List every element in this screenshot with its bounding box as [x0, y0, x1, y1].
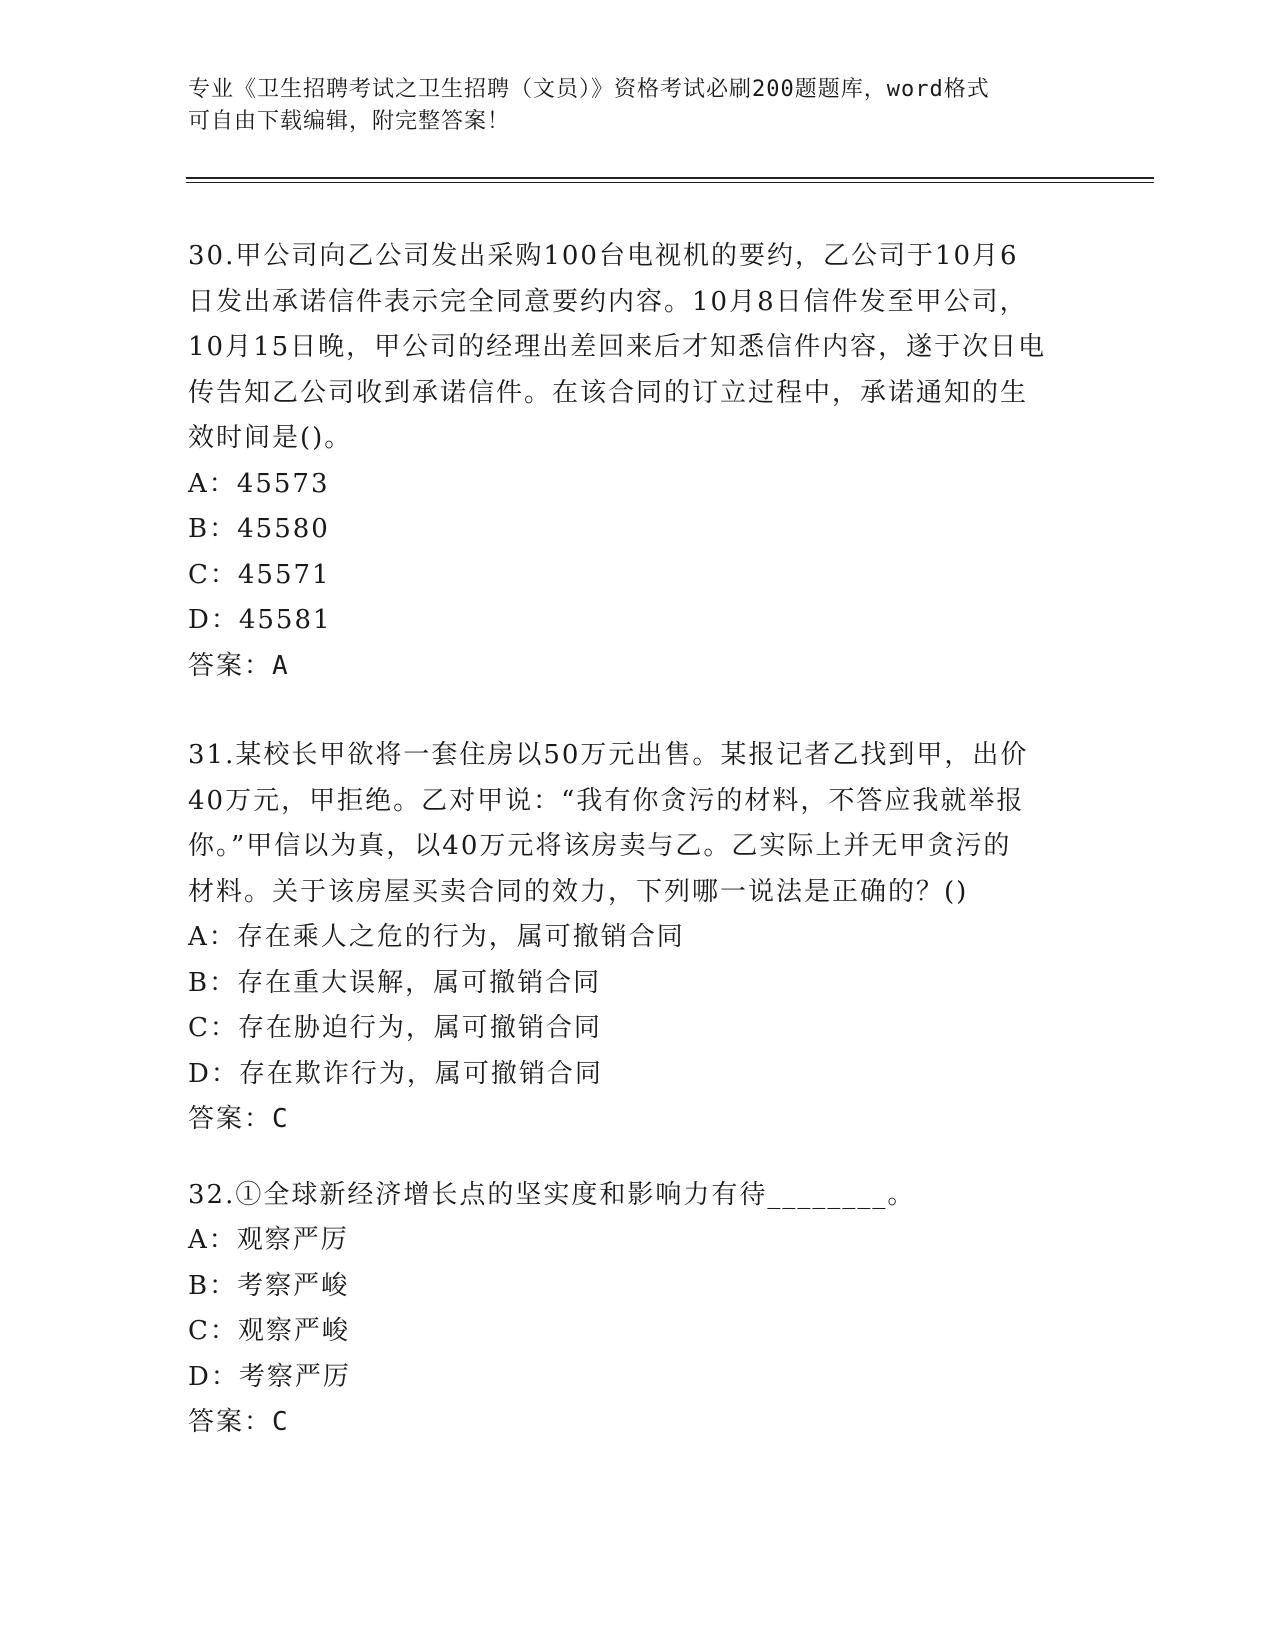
stem-line: 传告知乙公司收到承诺信件。在该合同的订立过程中，承诺通知的生	[188, 377, 1029, 408]
question-spacer	[188, 1143, 1088, 1173]
stem-line: 40万元，甲拒绝。乙对甲说：“我有你贪污的材料，不答应我就举报	[188, 785, 1025, 816]
question-32	[188, 1173, 1088, 1446]
answer-line: 答案：C	[188, 1104, 290, 1134]
option-a: A：观察严厉	[188, 1225, 349, 1255]
stem-line: 30.甲公司向乙公司发出采购100台电视机的要约，乙公司于10月6	[188, 241, 1019, 271]
question-stem	[188, 1173, 1088, 1219]
header-line-1: 专业《卫生招聘考试之卫生招聘（文员）》资格考试必刷200题题库，word格式	[188, 77, 990, 102]
header-line-2: 可自由下载编辑，附完整答案！	[188, 109, 511, 134]
answer-line: 答案：C	[188, 1407, 290, 1437]
question-30	[188, 234, 1088, 689]
stem-line: 32.①全球新经济增长点的坚实度和影响力有待________。	[188, 1179, 916, 1210]
question-31	[188, 733, 1088, 1143]
option-d: D：存在欺诈行为，属可撤销合同	[188, 1058, 603, 1089]
header-divider-thin	[186, 182, 1154, 183]
answer-line: 答案：A	[188, 650, 290, 681]
stem-line: 你。”甲信以为真，以40万元将该房卖与乙。乙实际上并无甲贪污的	[188, 831, 1012, 861]
option-b: B：存在重大误解，属可撤销合同	[188, 967, 602, 998]
option-d: D：考察严厉	[188, 1361, 351, 1392]
stem-line: 效时间是()。	[188, 423, 353, 453]
stem-line: 31.某校长甲欲将一套住房以50万元出售。某报记者乙找到甲，出价	[188, 740, 1029, 770]
option-a: A：存在乘人之危的行为，属可撤销合同	[188, 922, 685, 952]
stem-line: 日发出承诺信件表示完全同意要约内容。10月8日信件发至甲公司，	[188, 286, 1028, 317]
option-a: A：45573	[188, 468, 330, 499]
header-divider-thick	[186, 177, 1154, 179]
stem-line: 材料。关于该房屋买卖合同的效力，下列哪一说法是正确的？()	[188, 876, 969, 907]
option-b: B：考察严峻	[188, 1270, 350, 1301]
question-list	[188, 234, 1088, 1446]
option-c: C：存在胁迫行为，属可撤销合同	[188, 1013, 602, 1043]
question-spacer	[188, 689, 1088, 733]
question-stem	[188, 733, 1088, 915]
stem-line: 10月15日晚，甲公司的经理出差回来后才知悉信件内容，遂于次日电	[188, 332, 1047, 362]
question-stem	[188, 234, 1088, 462]
option-c: C：45571	[188, 559, 331, 590]
option-c: C：观察严峻	[188, 1316, 350, 1346]
document-header	[188, 74, 1088, 138]
option-b: B：45580	[188, 514, 330, 544]
option-d: D：45581	[188, 605, 332, 635]
